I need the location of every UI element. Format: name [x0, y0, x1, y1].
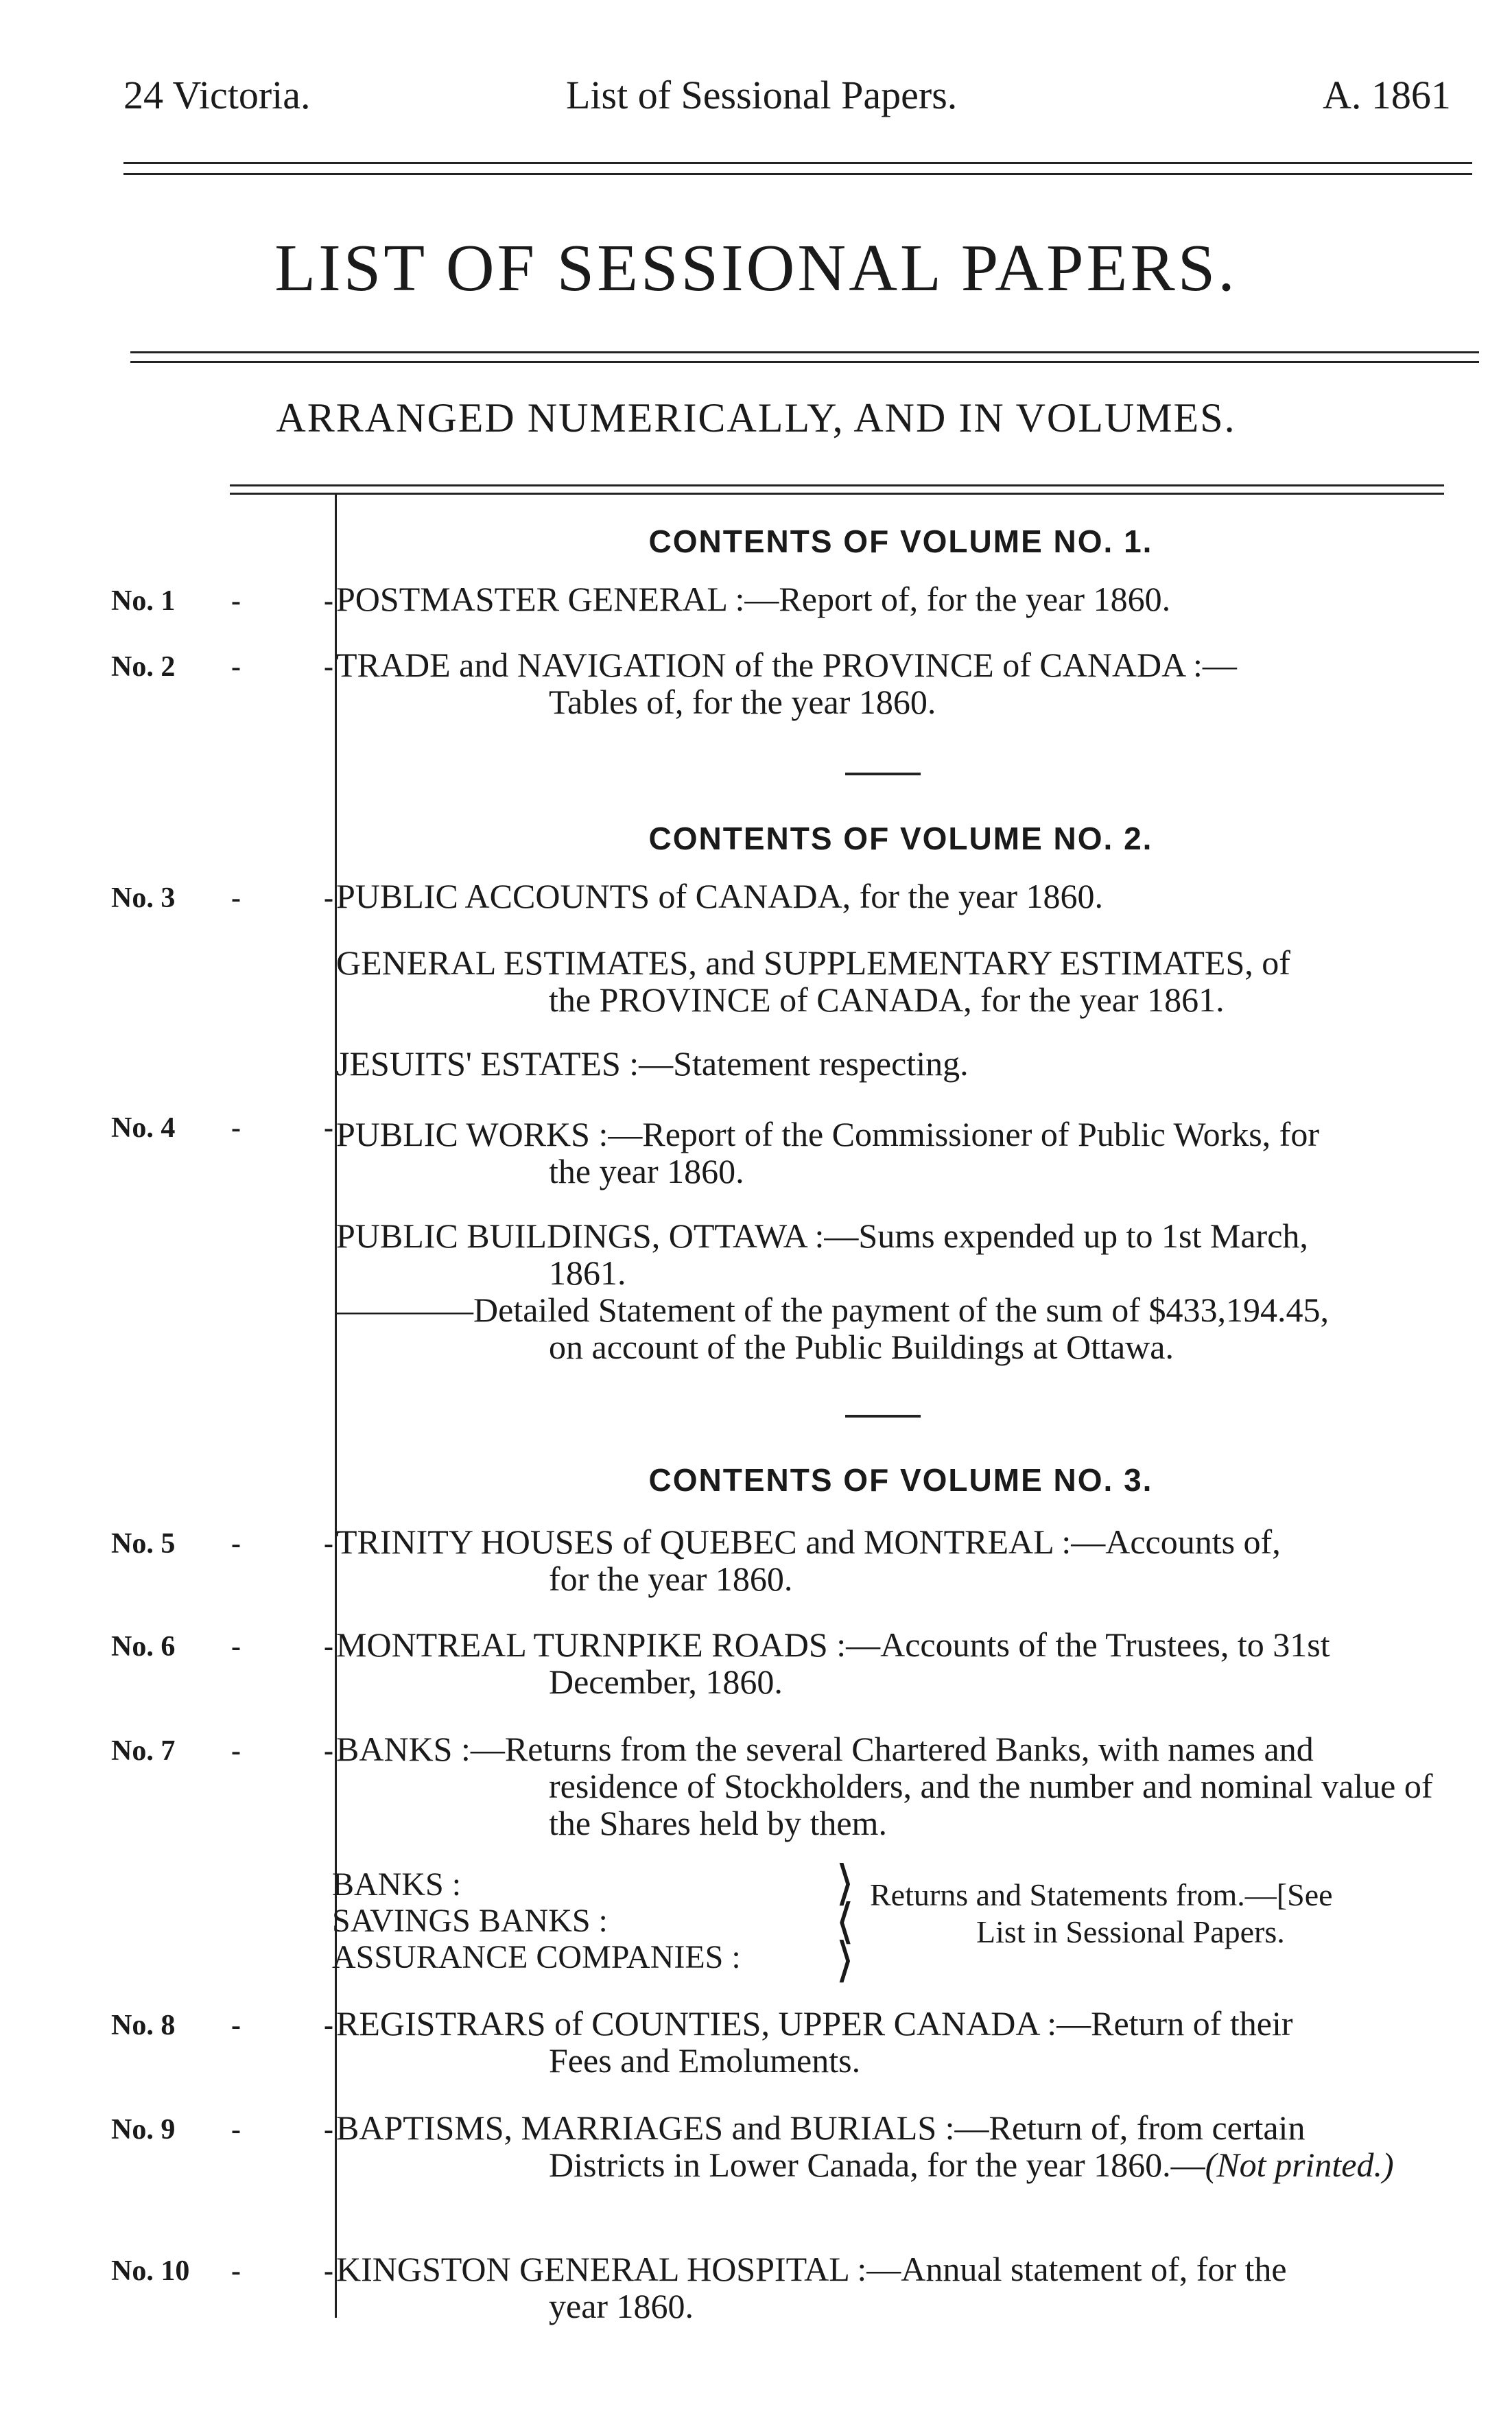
list-item: PUBLIC BUILDINGS, OTTAWA :—Sums expended up to 1st March, 1861.: [336, 1217, 1308, 1292]
running-head-left: 24 Victoria.: [123, 73, 311, 117]
list-item: MONTREAL TURNPIKE ROADS :—Accounts of the Trustees, to 31st December, 1860.: [336, 1625, 1330, 1701]
running-head-right: A. 1861: [1323, 73, 1451, 117]
brace-icon: ⟩ ⟨ ⟩: [836, 1857, 855, 1987]
paper-number: No. 5 - -: [111, 1528, 333, 1560]
paper-number: No. 4 - -: [111, 1112, 333, 1144]
list-item: BAPTISMS, MARRIAGES and BURIALS :—Return of, from certain Districts in Lower Canada, for the year 1860.—(Not printed.): [336, 2108, 1394, 2184]
list-item: JESUITS' ESTATES :—Statement respecting.: [336, 1044, 969, 1083]
list-item: ————Detailed Statement of the payment of the sum of $433,194.45, on account of the Public Buildings at Ottawa.: [336, 1291, 1329, 1366]
running-head-center: List of Sessional Papers.: [566, 73, 958, 117]
bracketed-note: Returns and Statements from.—[See List in Sessional Papers.: [870, 1877, 1333, 1949]
paper-number: No. 8 - -: [111, 2010, 333, 2041]
header-rule-top: [123, 162, 1472, 164]
paper-number: No. 6 - -: [111, 1631, 333, 1663]
list-item: KINGSTON GENERAL HOSPITAL :—Annual statement of, for the year 1860.: [336, 2250, 1287, 2325]
title-rule-top: [130, 351, 1479, 353]
section-separator: [845, 1415, 921, 1418]
list-item: TRADE and NAVIGATION of the PROVINCE of CANADA :— Tables of, for the year 1860.: [336, 646, 1237, 721]
title-rule-bottom: [130, 361, 1479, 363]
list-item: BANKS :—Returns from the several Chartered Banks, with names and residence of Stockholders, and the number and nominal value of the Shares held by them.: [336, 1730, 1433, 1842]
volume-heading: CONTENTS OF VOLUME NO. 1.: [648, 524, 1153, 559]
paper-number: No. 1 - -: [111, 585, 333, 617]
list-item: PUBLIC WORKS :—Report of the Commissioner of Public Works, for the year 1860.: [336, 1115, 1319, 1190]
subtitle-rule-top: [230, 484, 1444, 486]
list-item: POSTMASTER GENERAL :—Report of, for the year 1860.: [336, 580, 1171, 618]
paper-number: No. 10 - -: [111, 2255, 333, 2287]
volume-heading: CONTENTS OF VOLUME NO. 3.: [648, 1462, 1153, 1498]
header-rule-bottom: [123, 173, 1472, 175]
subtitle-rule-bottom: [230, 493, 1444, 495]
volume-heading: CONTENTS OF VOLUME NO. 2.: [648, 821, 1153, 856]
bracketed-list: BANKS : SAVINGS BANKS : ASSURANCE COMPANIES :: [332, 1866, 741, 1975]
paper-number: No. 3 - -: [111, 882, 333, 914]
paper-number: No. 2 - -: [111, 651, 333, 683]
list-item: PUBLIC ACCOUNTS of CANADA, for the year 1860.: [336, 877, 1103, 915]
list-item: TRINITY HOUSES of QUEBEC and MONTREAL :—Accounts of, for the year 1860.: [336, 1523, 1281, 1598]
list-item: REGISTRARS of COUNTIES, UPPER CANADA :—Return of their Fees and Emoluments.: [336, 2004, 1293, 2080]
page-subtitle: ARRANGED NUMERICALLY, AND IN VOLUMES.: [276, 395, 1236, 440]
paper-number: No. 9 - -: [111, 2114, 333, 2146]
list-item: GENERAL ESTIMATES, and SUPPLEMENTARY ESTIMATES, of the PROVINCE of CANADA, for the year 1861.: [336, 943, 1290, 1019]
section-separator: [845, 773, 921, 775]
page-title: LIST OF SESSIONAL PAPERS.: [274, 231, 1238, 305]
paper-number: No. 7 - -: [111, 1735, 333, 1767]
